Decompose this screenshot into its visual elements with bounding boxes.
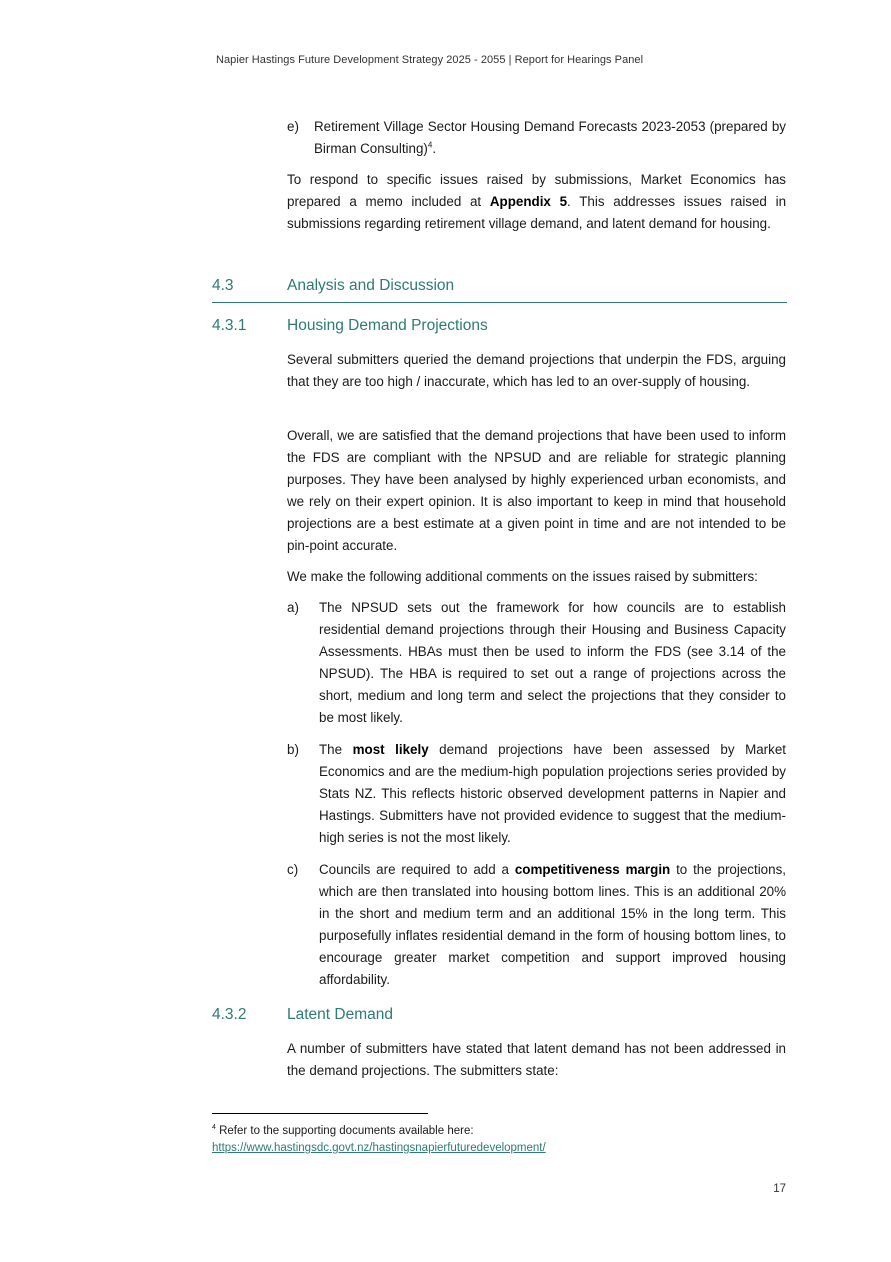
section-title: Latent Demand bbox=[287, 1006, 393, 1023]
paragraph-latent-demand: A number of submitters have stated that latent demand has not been addressed in the demand projections. The submitters state: bbox=[287, 1041, 786, 1078]
list-item-suffix: . bbox=[432, 141, 437, 156]
footnote-separator bbox=[212, 1113, 428, 1114]
list-item-a bbox=[287, 597, 786, 729]
paragraph-demand-satisfied: Overall, we are satisfied that the demand projections that have been used to inform the FDS are compliant with the NPSUD and are reliable for strategic planning purposes. They have been analysed by highly experienced urban economists, and we rely on their expert opinion. It is also important to keep in mind that household projections are a best estimate at a given point in time and are not intended to be pin-point accurate. bbox=[287, 428, 786, 553]
list-item-body: The bbox=[319, 742, 353, 757]
list-item-b bbox=[287, 739, 786, 849]
section-heading-4-3 bbox=[212, 277, 787, 295]
section-title: Housing Demand Projections bbox=[287, 317, 488, 334]
list-item-body: Councils are required to add a bbox=[319, 862, 515, 877]
section-number: 4.3 bbox=[212, 277, 234, 294]
list-marker: e) bbox=[287, 119, 299, 134]
footnote-link[interactable]: https://www.hastingsdc.govt.nz/hastingsnapierfuturedevelopment/ bbox=[212, 1142, 546, 1154]
footnote bbox=[212, 1123, 546, 1157]
footnote-text bbox=[212, 1125, 474, 1137]
list-item-body: Retirement Village Sector Housing Demand Forecasts 2023-2053 (prepared by Birman Consulting) bbox=[314, 119, 786, 156]
list-marker: b) bbox=[287, 742, 299, 757]
page-number: 17 bbox=[773, 1183, 786, 1195]
section-heading-4-3-2 bbox=[212, 1006, 787, 1024]
intro-paragraph bbox=[287, 169, 786, 235]
paragraph-text: To respond to specific issues raised by submissions, Market Economics has prepared a memo included at bbox=[287, 172, 786, 209]
list-item-text bbox=[319, 597, 786, 729]
list-item-body: demand projections have been assessed by Market Economics and are the medium-high population projections series provided by Stats NZ. This reflects historic observed development patterns in Napier and Hastings. Submitters have not provided evidence to suggest that the medium-high series is not the most likely. bbox=[319, 742, 786, 845]
list-marker: c) bbox=[287, 862, 299, 877]
paragraph-demand-queries: Several submitters queried the demand projections that underpin the FDS, arguing that they are too high / inaccurate, which has led to an over-supply of housing. bbox=[287, 352, 786, 389]
section-number: 4.3.1 bbox=[212, 317, 247, 334]
section-title: Analysis and Discussion bbox=[287, 277, 455, 294]
running-header: Napier Hastings Future Development Strategy 2025 - 2055 | Report for Hearings Panel bbox=[216, 54, 644, 66]
footnote-number: 4 bbox=[212, 1124, 216, 1132]
list-item-c bbox=[287, 859, 786, 991]
appendix-reference: Appendix 5 bbox=[489, 194, 568, 209]
section-number: 4.3.2 bbox=[212, 1006, 247, 1023]
list-item-body: to the projections, which are then translated into housing bottom lines. This is an additional 20% in the short and medium term and an additional 15% in the long term. This purposefully inflates residential demand in the form of housing bottom lines, to encourage greater market competition and support improved housing affordability. bbox=[319, 862, 786, 987]
list-item-body: The NPSUD sets out the framework for how councils are to establish residential demand projections through their Housing and Business Capacity Assessments. HBAs must then be used to inform the FDS (see 3.14 of the NPSUD). The HBA is required to set out a range of projections across the short, medium and long term and select the projections that they consider to be most likely. bbox=[319, 600, 786, 725]
list-item-text bbox=[314, 116, 786, 160]
list-item-text bbox=[319, 739, 786, 849]
list-marker: a) bbox=[287, 600, 299, 615]
footnote-reference[interactable]: 4 bbox=[427, 140, 433, 150]
footnote-body: Refer to the supporting documents available here: bbox=[215, 1125, 474, 1137]
list-item-text bbox=[319, 859, 786, 991]
section-divider bbox=[212, 302, 787, 303]
paragraph-additional-comments: We make the following additional comments on the issues raised by submitters: bbox=[287, 569, 758, 584]
section-heading-4-3-1 bbox=[212, 317, 787, 335]
paragraph-text: . This addresses issues raised in submissions regarding retirement village demand, and latent demand for housing. bbox=[287, 194, 787, 231]
emphasis-competitiveness-margin: competitiveness margin bbox=[514, 862, 671, 877]
list-item-e bbox=[287, 116, 786, 160]
emphasis-most-likely: most likely bbox=[352, 742, 429, 757]
